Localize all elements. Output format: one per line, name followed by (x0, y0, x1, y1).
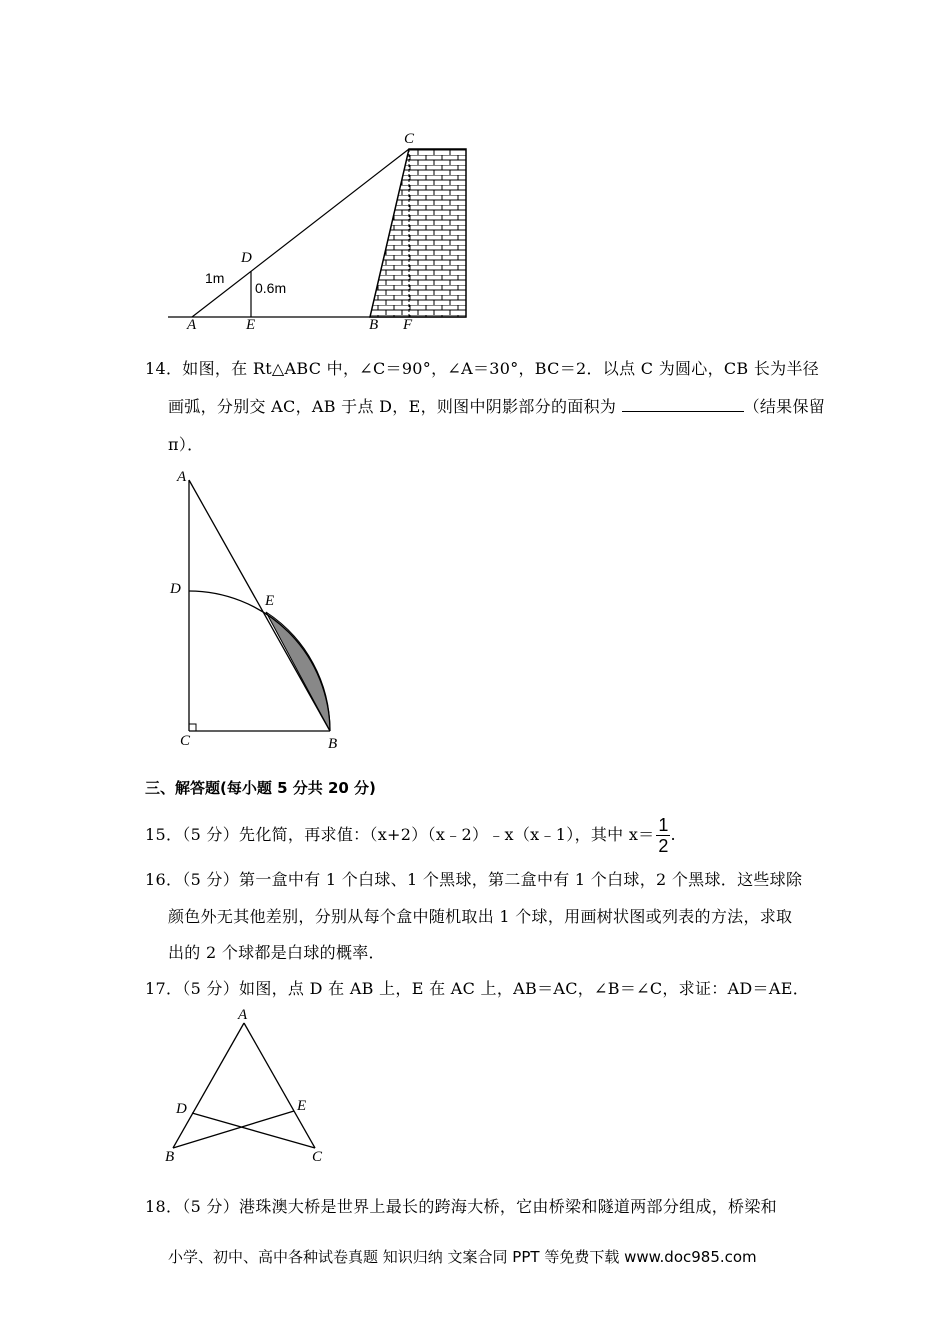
q14-line1 (145, 358, 819, 380)
q18-line1 (145, 1196, 777, 1218)
q14-number: 14． (145, 359, 183, 378)
fig17-label-a: A (238, 1007, 248, 1023)
q16-line3 (168, 942, 385, 964)
fig17-label-b: B (165, 1149, 175, 1165)
q14-line3 (168, 434, 203, 456)
side-ac (244, 1023, 315, 1148)
figure-q14-triangle-arc (160, 465, 360, 760)
q15-end: . (670, 825, 676, 844)
q17-text: （5 分）如图，点 D 在 AB 上，E 在 AC 上，AB＝AC，∠B＝∠C，求证：AD＝AE． (182, 979, 809, 998)
q15-frac-num: 1 (658, 815, 669, 835)
page-footer: 小学、初中、高中各种试卷真题 知识归纳 文案合同 PPT 等免费下载 www.doc985.com (168, 1248, 757, 1266)
fig13-label-e: E (246, 317, 256, 333)
fig17-label-d: D (176, 1101, 187, 1117)
fig13-label-c: C (404, 131, 415, 147)
q18-text-line1: （5 分）港珠澳大桥是世界上最长的跨海大桥，它由桥梁和隧道两部分组成，桥梁和 (182, 1197, 777, 1216)
fig13-label-f: F (403, 317, 413, 333)
q16-line2 (168, 906, 792, 928)
q15-fraction (656, 816, 670, 855)
fig14-label-c: C (180, 733, 191, 749)
q18-number: 18． (145, 1197, 183, 1216)
fig14-label-a: A (177, 469, 187, 485)
q14-line2 (168, 396, 825, 418)
q16-text-line1: （5 分）第一盒中有 1 个白球、1 个黑球，第二盒中有 1 个白球，2 个黑球．这些球除 (182, 870, 803, 889)
fig14-label-e: E (265, 593, 275, 609)
q14-text-line1: 如图，在 Rt△ABC 中，∠C＝90°，∠A＝30°，BC＝2．以点 C 为圆心，CB 长为半径 (182, 359, 820, 378)
fig17-label-e: E (297, 1098, 307, 1114)
brick-wall (370, 149, 466, 317)
q15-number: 15． (145, 825, 183, 844)
fig14-label-d: D (170, 581, 181, 597)
q17-number: 17． (145, 979, 183, 998)
fig13-label-d: D (241, 250, 252, 266)
fig13-label-b: B (369, 317, 379, 333)
q17-line (145, 978, 809, 1000)
q16-text-line3: 出的 2 个球都是白球的概率． (168, 943, 385, 962)
figure-q17-triangle (160, 1010, 340, 1170)
fig17-label-c: C (312, 1149, 323, 1165)
fig13-measure-06m: 0.6m (255, 280, 287, 296)
q14-answer-blank (622, 397, 744, 412)
segment-dc (192, 1113, 315, 1148)
q15-line (145, 816, 676, 855)
side-ab (189, 480, 330, 731)
right-angle-mark (189, 724, 196, 731)
q14-text-line2: 画弧，分别交 AC，AB 于点 D，E，则图中阴影部分的面积为 (168, 397, 617, 416)
q14-text-line3: π）． (168, 435, 204, 454)
q15-text: （5 分）先化简，再求值：（x+2）（x﹣2）﹣x（x﹣1），其中 x＝ (182, 825, 655, 844)
q16-text-line2: 颜色外无其他差别，分别从每个盒中随机取出 1 个球，用画树状图或列表的方法，求取 (168, 907, 793, 926)
fig13-measure-1m: 1m (205, 270, 225, 286)
figure-shadow-wall (150, 125, 490, 340)
q16-number: 16． (145, 870, 183, 889)
q15-frac-den: 2 (658, 836, 669, 856)
q16-line1 (145, 869, 802, 891)
fig14-label-b: B (328, 736, 338, 752)
section3-heading: 三、解答题(每小题 5 分共 20 分) (145, 779, 376, 797)
fig13-label-a: A (187, 317, 197, 333)
q14-text-line2-end: （结果保留 (743, 397, 826, 416)
